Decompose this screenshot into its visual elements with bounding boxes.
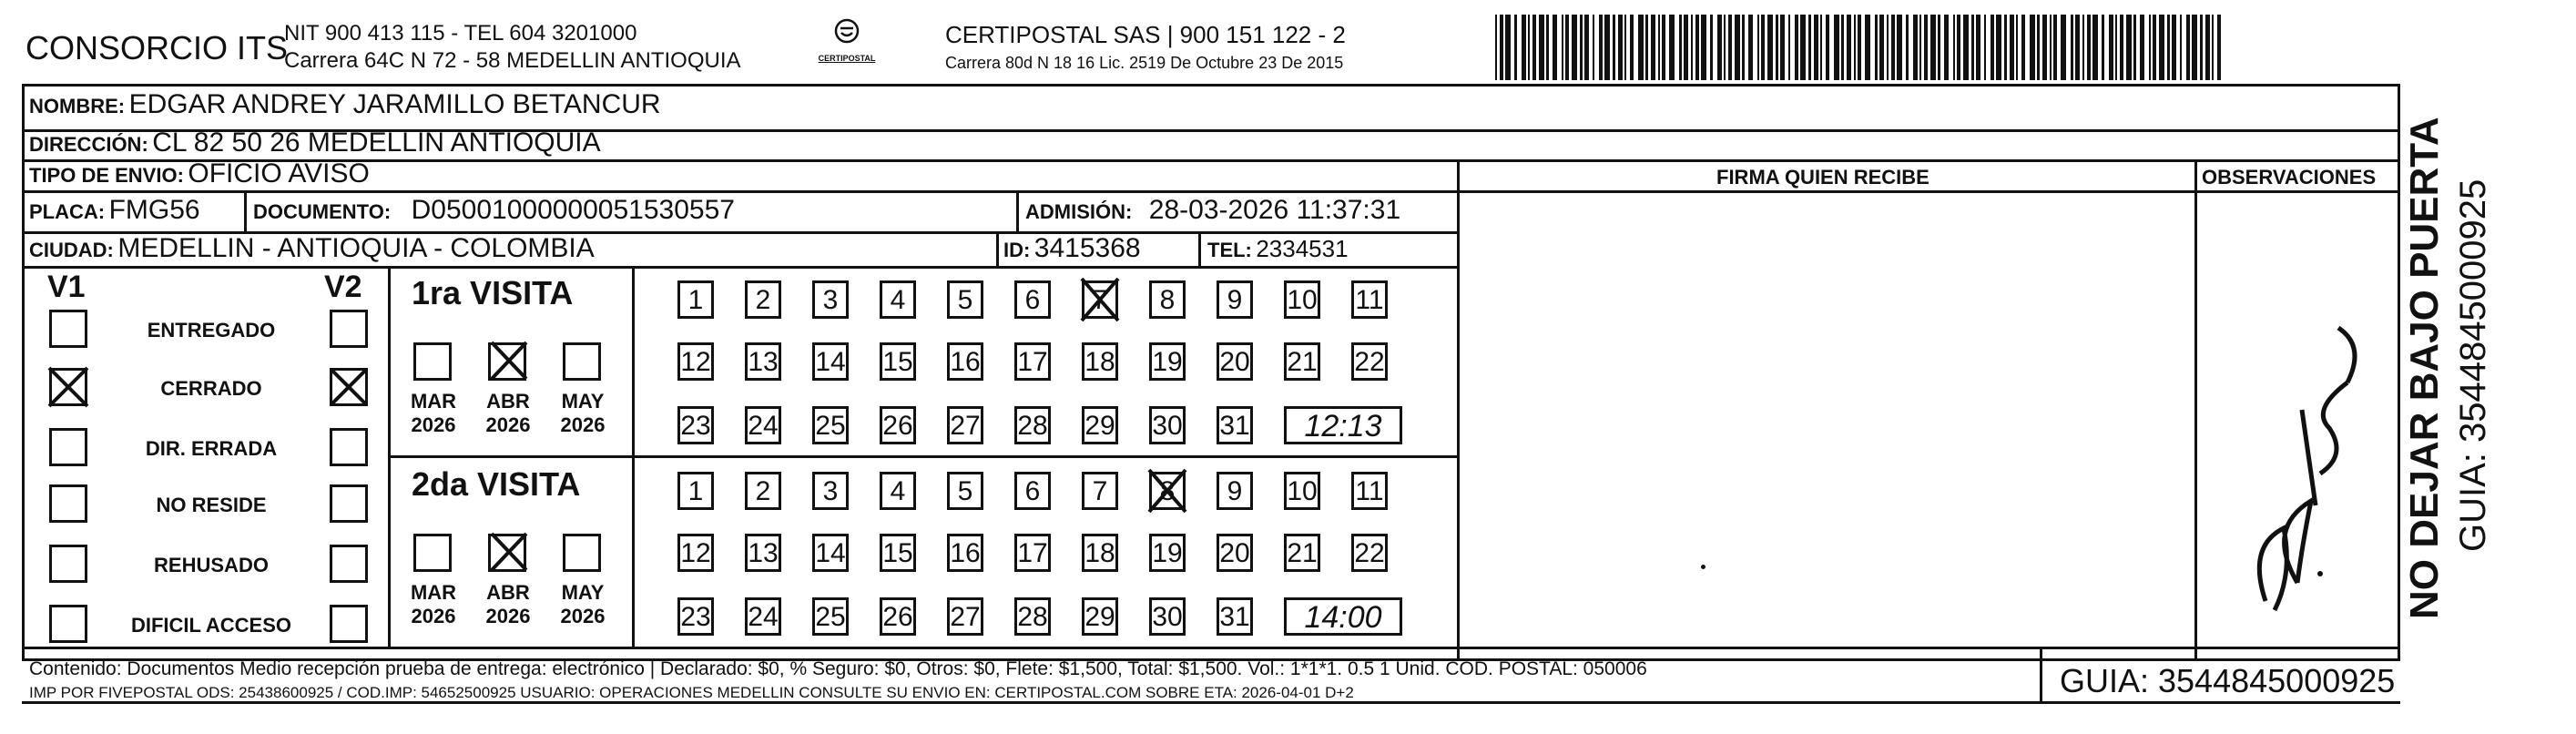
day-box[interactable]: 1 (677, 472, 714, 510)
v2-checkbox[interactable] (330, 310, 368, 348)
day-box[interactable]: 6 (1014, 472, 1051, 510)
signature-image (2211, 310, 2393, 619)
placa-label: PLACA: (29, 200, 106, 223)
month-name: MAR (410, 390, 457, 413)
visit-title: 1ra VISITA (412, 274, 574, 311)
side-guia: GUIA: 3544845000925 (2453, 178, 2493, 552)
month-name: ABR (486, 390, 530, 413)
day-box[interactable]: 20 (1217, 342, 1253, 381)
day-box[interactable]: 6 (1014, 280, 1051, 319)
firma-header: FIRMA QUIEN RECIBE (1716, 166, 1929, 189)
visit-title: 2da VISITA (412, 465, 581, 503)
day-box[interactable]: 15 (880, 534, 916, 572)
v2-label: V2 (324, 270, 362, 304)
v1-checkbox[interactable] (49, 545, 87, 583)
day-box[interactable]: 9 (1217, 280, 1253, 319)
nit-line: NIT 900 413 115 - TEL 604 3201000 (284, 21, 637, 46)
day-box[interactable]: 30 (1149, 597, 1186, 636)
day-box[interactable]: 24 (745, 597, 781, 636)
day-box[interactable]: 7 (1082, 280, 1118, 319)
certipostal-logo (815, 16, 879, 71)
footer-contenido: Contenido: Documentos Medio recepción prueba de entrega: electrónico | Declarado: $0, % Seguro: $0, Otros: $0, Flete: $1,500, Total: $1,500. Vol.: 1*1*1. 0.5 1 Unid. COD. POSTAL: 050006 (29, 658, 1647, 679)
v1-checkbox[interactable] (49, 428, 87, 466)
month-checkbox[interactable] (488, 342, 526, 381)
company-address: Carrera 64C N 72 - 58 MEDELLIN ANTIOQUIA (284, 48, 741, 73)
status-label: CERRADO (160, 377, 262, 400)
certipostal-address: Carrera 80d N 18 16 Lic. 2519 De Octubre 23 De 2015 (945, 54, 1344, 72)
day-box[interactable]: 22 (1351, 534, 1388, 572)
day-box[interactable]: 5 (947, 472, 983, 510)
v2-checkbox[interactable] (330, 484, 368, 523)
barcode-icon (1495, 15, 2224, 80)
certipostal-line: CERTIPOSTAL SAS | 900 151 122 - 2 (945, 21, 1346, 48)
v2-checkbox[interactable] (330, 368, 368, 406)
placa-row (29, 197, 200, 224)
day-box[interactable]: 18 (1082, 534, 1118, 572)
month-year: 2026 (485, 413, 531, 436)
day-box[interactable]: 11 (1351, 472, 1388, 510)
day-box[interactable]: 5 (947, 280, 983, 319)
month-label (555, 581, 610, 628)
day-box[interactable]: 30 (1149, 406, 1186, 444)
day-box[interactable]: 8 (1149, 280, 1186, 319)
footer-guia: GUIA: 3544845000925 (2060, 662, 2396, 699)
documento-label: DOCUMENTO: (253, 200, 392, 223)
documento-row (253, 197, 735, 224)
direccion-label: DIRECCIÓN: (29, 133, 148, 156)
day-box[interactable]: 13 (745, 342, 781, 381)
day-box[interactable]: 23 (677, 597, 714, 636)
admision-row (1025, 197, 1400, 224)
admision-value: 28-03-2026 11:37:31 (1148, 195, 1401, 225)
status-label: REHUSADO (154, 554, 269, 576)
month-label (481, 390, 535, 437)
day-box[interactable]: 21 (1284, 534, 1320, 572)
id-value: 3415368 (1033, 233, 1141, 263)
day-box[interactable]: 2 (745, 280, 781, 319)
day-box[interactable]: 10 (1284, 472, 1320, 510)
footer-imp: IMP POR FIVEPOSTAL ODS: 25438600925 / COD.IMP: 54652500925 USUARIO: OPERACIONES MEDELLIN CONSULTE SU ENVIO EN: CERTIPOSTAL.COM SOBRE ETA: 2026-04-01 D+2 (29, 684, 1354, 701)
month-year: 2026 (560, 605, 606, 627)
day-box[interactable]: 15 (880, 342, 916, 381)
day-box[interactable]: 8 (1149, 472, 1186, 510)
nombre-label: NOMBRE: (29, 95, 126, 117)
direccion-row (29, 129, 601, 157)
day-box[interactable]: 26 (880, 406, 916, 444)
company-name: CONSORCIO ITS (25, 29, 289, 66)
tel-label: TEL: (1207, 239, 1252, 261)
nombre-row (29, 91, 661, 118)
visit-time: 14:00 (1284, 597, 1402, 636)
logo-text: CERTIPOSTAL (818, 54, 876, 63)
day-box[interactable]: 19 (1149, 342, 1186, 381)
day-box[interactable]: 12 (677, 342, 714, 381)
tel-value: 2334531 (1256, 235, 1349, 262)
status-label: NO RESIDE (156, 494, 267, 516)
nombre-value: EDGAR ANDREY JARAMILLO BETANCUR (128, 89, 661, 119)
v1-checkbox[interactable] (49, 368, 87, 406)
day-box[interactable]: 16 (947, 534, 983, 572)
v1-checkbox[interactable] (49, 605, 87, 643)
placa-value: FMG56 (108, 195, 200, 225)
month-year: 2026 (411, 413, 456, 436)
month-name: MAR (410, 581, 457, 604)
month-name: MAY (561, 390, 605, 413)
day-box[interactable]: 1 (677, 280, 714, 319)
tipo-label: TIPO DE ENVIO: (29, 164, 184, 187)
month-year: 2026 (560, 413, 606, 436)
status-label: ENTREGADO (147, 319, 276, 342)
month-year: 2026 (411, 605, 456, 627)
v2-checkbox[interactable] (330, 545, 368, 583)
day-box[interactable]: 31 (1217, 406, 1253, 444)
month-checkbox[interactable] (563, 534, 601, 572)
admision-label: ADMISIÓN: (1025, 200, 1133, 223)
v2-checkbox[interactable] (330, 428, 368, 466)
day-box[interactable]: 14 (812, 342, 849, 381)
day-box[interactable]: 19 (1149, 534, 1186, 572)
day-box[interactable]: 10 (1284, 280, 1320, 319)
day-box[interactable]: 26 (880, 597, 916, 636)
tel-row (1207, 237, 1349, 260)
v2-checkbox[interactable] (330, 605, 368, 643)
day-box[interactable]: 28 (1014, 597, 1051, 636)
ciudad-value: MEDELLIN - ANTIOQUIA - COLOMBIA (117, 233, 595, 263)
documento-value: D05001000000051530557 (411, 195, 735, 225)
day-box[interactable]: 17 (1014, 534, 1051, 572)
certipostal-logo-icon (829, 16, 865, 49)
month-name: ABR (486, 581, 530, 604)
month-label (406, 581, 461, 628)
day-box[interactable]: 2 (745, 472, 781, 510)
id-label: ID: (1003, 239, 1031, 261)
id-row (1003, 235, 1141, 262)
month-label (481, 581, 535, 628)
month-year: 2026 (485, 605, 531, 627)
day-box[interactable]: 27 (947, 406, 983, 444)
day-box[interactable]: 11 (1351, 280, 1388, 319)
status-label: DIFICIL ACCESO (130, 614, 291, 637)
day-box[interactable]: 14 (812, 534, 849, 572)
day-box[interactable]: 17 (1014, 342, 1051, 381)
day-box[interactable]: 9 (1217, 472, 1253, 510)
month-name: MAY (561, 581, 605, 604)
main-frame (22, 84, 2400, 661)
day-box[interactable]: 12 (677, 534, 714, 572)
day-box[interactable]: 27 (947, 597, 983, 636)
tipo-value: OFICIO AVISO (188, 158, 370, 189)
day-box[interactable]: 22 (1351, 342, 1388, 381)
day-box[interactable]: 24 (745, 406, 781, 444)
month-label (406, 390, 461, 437)
tipo-row (29, 160, 370, 188)
day-box[interactable]: 29 (1082, 597, 1118, 636)
day-box[interactable]: 13 (745, 534, 781, 572)
day-box[interactable]: 18 (1082, 342, 1118, 381)
day-box[interactable]: 3 (812, 280, 849, 319)
v1-checkbox[interactable] (49, 310, 87, 348)
v1-checkbox[interactable] (49, 484, 87, 523)
month-checkbox[interactable] (413, 342, 452, 381)
day-box[interactable]: 21 (1284, 342, 1320, 381)
month-checkbox[interactable] (563, 342, 601, 381)
observaciones-header: OBSERVACIONES (2202, 166, 2377, 189)
signature-dot (1701, 565, 1705, 569)
month-label (555, 390, 610, 437)
day-box[interactable]: 25 (812, 406, 849, 444)
side-warning: NO DEJAR BAJO PUERTA (2402, 117, 2447, 619)
visit-time: 12:13 (1284, 406, 1402, 444)
day-box[interactable]: 20 (1217, 534, 1253, 572)
direccion-value: CL 82 50 26 MEDELLIN ANTIOQUIA (152, 127, 601, 158)
day-box[interactable]: 4 (880, 280, 916, 319)
month-checkbox[interactable] (488, 534, 526, 572)
ciudad-row (29, 235, 595, 262)
day-box[interactable]: 3 (812, 472, 849, 510)
day-box[interactable]: 7 (1082, 472, 1118, 510)
day-box[interactable]: 29 (1082, 406, 1118, 444)
day-box[interactable]: 23 (677, 406, 714, 444)
day-box[interactable]: 25 (812, 597, 849, 636)
month-checkbox[interactable] (413, 534, 452, 572)
day-box[interactable]: 28 (1014, 406, 1051, 444)
ciudad-label: CIUDAD: (29, 239, 114, 261)
day-box[interactable]: 31 (1217, 597, 1253, 636)
v1-label: V1 (47, 270, 86, 304)
day-box[interactable]: 4 (880, 472, 916, 510)
day-box[interactable]: 16 (947, 342, 983, 381)
status-label: DIR. ERRADA (145, 437, 278, 460)
